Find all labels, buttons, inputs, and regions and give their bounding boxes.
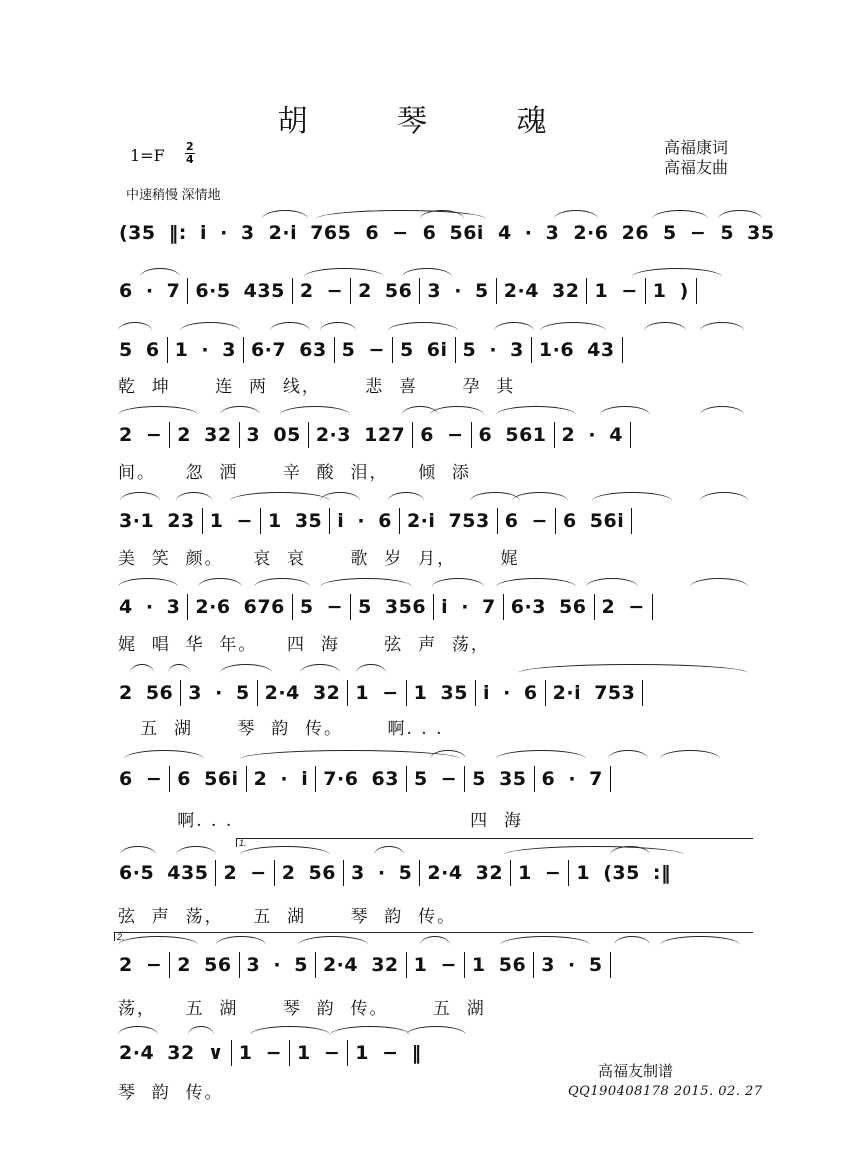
lyricist: 高福康词 (664, 138, 729, 157)
slur-mark (220, 406, 260, 415)
slur-mark (644, 322, 686, 331)
slur-mark (320, 492, 360, 501)
measure: 1 35 (267, 510, 323, 532)
slur-mark (176, 492, 212, 501)
slur-mark (188, 1026, 214, 1035)
slur-mark (608, 750, 648, 759)
slur-mark (374, 846, 404, 855)
measure: 1 35 (413, 682, 468, 704)
measure: 6 561 (478, 424, 547, 446)
measure: 2·i 753 (406, 510, 490, 532)
slur-mark (330, 1026, 410, 1035)
notation-line (112, 335, 762, 365)
measure: 1 · 3 (174, 339, 236, 361)
slur-mark (180, 322, 240, 331)
slur-mark (700, 406, 744, 415)
slur-mark (406, 1026, 466, 1035)
notation-line (112, 218, 775, 248)
slur-mark (388, 322, 458, 331)
lyric-line: 琴 韵 传。 (118, 1083, 224, 1103)
measure: 2 − (223, 862, 267, 884)
measure: 3 · 5 (541, 954, 603, 976)
measure: 4 · 3 (119, 596, 181, 618)
measure: 2·3 127 (315, 424, 406, 446)
slur-mark (230, 492, 330, 501)
slur-mark (494, 322, 534, 331)
slur-mark (700, 322, 744, 331)
slur-mark (632, 268, 722, 277)
slur-mark (718, 210, 762, 219)
slur-mark (280, 406, 350, 415)
measure: 6 − (420, 424, 464, 446)
bar-line (631, 508, 632, 534)
measure: 6·5 435 (195, 280, 285, 302)
slur-mark (540, 322, 606, 331)
slur-mark (300, 664, 340, 673)
slur-mark (120, 492, 160, 501)
slur-mark (118, 1026, 158, 1035)
measure: 2 − (601, 596, 645, 618)
measure: 2·6 26 (573, 222, 650, 244)
measure: 2 · i (253, 768, 309, 790)
measure: 2 56 (358, 280, 413, 302)
notation-line (112, 764, 762, 794)
measure: 6·3 56 (510, 596, 587, 618)
credits (664, 138, 728, 178)
slur-mark (356, 664, 386, 673)
notation-line (112, 950, 762, 980)
notation-line (112, 858, 762, 888)
volta-first-ending: 1. (236, 838, 753, 847)
measure: 1 − (518, 862, 562, 884)
slur-mark (432, 578, 484, 587)
slur-mark (140, 268, 180, 277)
slur-mark (660, 750, 720, 759)
slur-mark (250, 1026, 330, 1035)
measure: 2·4 32 ∨ (119, 1042, 224, 1064)
slur-mark (168, 664, 190, 673)
slur-mark (176, 846, 216, 855)
lyric-line: 五 湖 琴 韵 传。 啊. . . (118, 719, 444, 739)
slur-mark (388, 492, 424, 501)
measure: 2 56 (177, 954, 232, 976)
slur-mark (496, 578, 576, 587)
measure: i · 7 (441, 596, 496, 618)
measure: 3 · 5 (188, 682, 250, 704)
slur-mark (270, 322, 310, 331)
slur-mark (220, 664, 272, 673)
measure: 1 − (209, 510, 253, 532)
measure: 2 − (119, 424, 163, 446)
measure: 6 · 7 (119, 280, 181, 302)
slur-mark (402, 268, 452, 277)
slur-mark (262, 210, 308, 219)
bar-line (610, 952, 611, 978)
measure: 1·6 43 (538, 339, 615, 361)
slur-mark (690, 578, 748, 587)
measure: 1 − (594, 280, 638, 302)
measure: 7·6 63 (323, 768, 399, 790)
lyric-line: 间。 忽 洒 辛 酸 泪， 倾 添 (118, 463, 471, 483)
time-signature-top: 2 (186, 140, 194, 153)
lyric-line: 美 笑 颜。 哀 哀 歌 岁 月， 娓 (118, 549, 520, 569)
slur-mark (120, 846, 156, 855)
measure: 2 · 4 (561, 424, 623, 446)
measure: 6 56i (562, 510, 625, 532)
slur-mark (320, 578, 412, 587)
measure: 1 − ‖ (355, 1042, 422, 1064)
measure: 1 ) (652, 280, 689, 302)
slur-mark (118, 406, 198, 415)
notation-line (112, 678, 762, 708)
contact-date: QQ190408178 2015. 02. 27 (568, 1084, 763, 1099)
measure: 6 − (119, 768, 163, 790)
measure: 2·4 32 (322, 954, 399, 976)
slur-mark (512, 492, 568, 501)
measure: 6 · 7 (541, 768, 603, 790)
notation-line (112, 420, 762, 450)
measure: 2 56 (119, 682, 174, 704)
arranger-signature: 高福友制谱 (598, 1062, 674, 1080)
measure: 2·i 753 (552, 682, 636, 704)
measure: 1 − (238, 1042, 283, 1064)
measure: 3 · 5 (350, 862, 413, 884)
measure: 5 35 (720, 222, 775, 244)
slur-mark (504, 846, 684, 855)
measure: 2 − (299, 280, 344, 302)
measure: 2·6 676 (195, 596, 285, 618)
measure: 6 56i (177, 768, 239, 790)
slur-mark (240, 750, 460, 759)
measure: 6 56i (422, 222, 484, 244)
measure: 1 − (355, 682, 399, 704)
slur-mark (592, 492, 672, 501)
slur-mark (700, 492, 748, 501)
measure: 3 05 (246, 424, 301, 446)
slur-mark (198, 578, 242, 587)
composer: 高福友曲 (664, 158, 729, 177)
notation-line (112, 592, 762, 622)
measure: 5 − (299, 596, 344, 618)
measure: 1 56 (471, 954, 527, 976)
slur-mark (430, 750, 466, 759)
measure: 2 32 (177, 424, 232, 446)
slur-mark (254, 578, 310, 587)
measure: 5 − (663, 222, 707, 244)
slur-mark (124, 750, 204, 759)
slur-mark (130, 664, 154, 673)
slur-mark (496, 406, 576, 415)
measure: 2·i 765 (268, 222, 352, 244)
measure: 5 356 (358, 596, 427, 618)
measure: 6·5 435 (119, 862, 209, 884)
bar-line (642, 680, 643, 706)
slur-mark (600, 406, 650, 415)
measure: i · 6 (337, 510, 392, 532)
lyric-line: 啊. . . 四 海 (118, 811, 523, 831)
measure: 5 − (413, 768, 458, 790)
measure: 1 − (297, 1042, 341, 1064)
lyric-line: 娓 唱 华 年。 四 海 弦 声 荡， (118, 635, 490, 655)
measure: 6 − (365, 222, 409, 244)
slur-mark (320, 322, 356, 331)
slur-mark (652, 210, 708, 219)
measure: 6·7 63 (250, 339, 327, 361)
slur-mark (118, 578, 178, 587)
slur-mark (586, 578, 638, 587)
measure: 2 − (119, 954, 163, 976)
key-signature: 1=F (130, 146, 165, 165)
measure: 3 · 5 (246, 954, 308, 976)
measure: 5 6i (399, 339, 448, 361)
measure: 5 − (341, 339, 385, 361)
song-title: 胡 琴 魂 (277, 104, 587, 139)
measure: (35 ‖: i · 3 (119, 222, 255, 244)
measure: 6 − (504, 510, 548, 532)
bar-line (652, 594, 653, 620)
measure: 1 (35 :‖ (576, 862, 672, 884)
measure: 5 35 (472, 768, 527, 790)
time-signature-bottom: 4 (186, 153, 194, 166)
lyric-line: 乾 坤 连 两 线， 悲 喜 孕 其 (118, 377, 516, 397)
slur-mark (118, 322, 152, 331)
slur-mark (240, 846, 330, 855)
measure: 2·4 32 (264, 682, 341, 704)
measure: i · 6 (482, 682, 538, 704)
measure: 2·4 32 (427, 862, 504, 884)
slur-mark (430, 406, 484, 415)
slur-mark (554, 210, 598, 219)
measure: 2·4 32 (503, 280, 580, 302)
measure: 3 · 5 (427, 280, 489, 302)
tempo-marking: 中速稍慢 深情地 (126, 187, 221, 202)
measure: 5 6 (119, 339, 160, 361)
time-signature (185, 141, 195, 166)
notation-line (112, 276, 762, 306)
measure: 3·1 23 (119, 510, 195, 532)
bar-line (630, 422, 631, 448)
measure: 5 · 3 (462, 339, 524, 361)
bar-line (696, 278, 697, 304)
measure: 4 · 3 (497, 222, 560, 244)
measure: 2 56 (281, 862, 336, 884)
slur-mark (304, 268, 384, 277)
measure: 1 − (413, 954, 457, 976)
volta-second-ending: 2. (114, 932, 753, 941)
bar-line (610, 766, 611, 792)
lyric-line: 荡， 五 湖 琴 韵 传。 五 湖 (118, 999, 486, 1019)
notation-line (112, 506, 762, 536)
bar-line (622, 337, 623, 363)
slur-mark (518, 664, 748, 673)
lyric-line: 弦 声 荡， 五 湖 琴 韵 传。 (118, 907, 457, 927)
slur-mark (496, 750, 586, 759)
